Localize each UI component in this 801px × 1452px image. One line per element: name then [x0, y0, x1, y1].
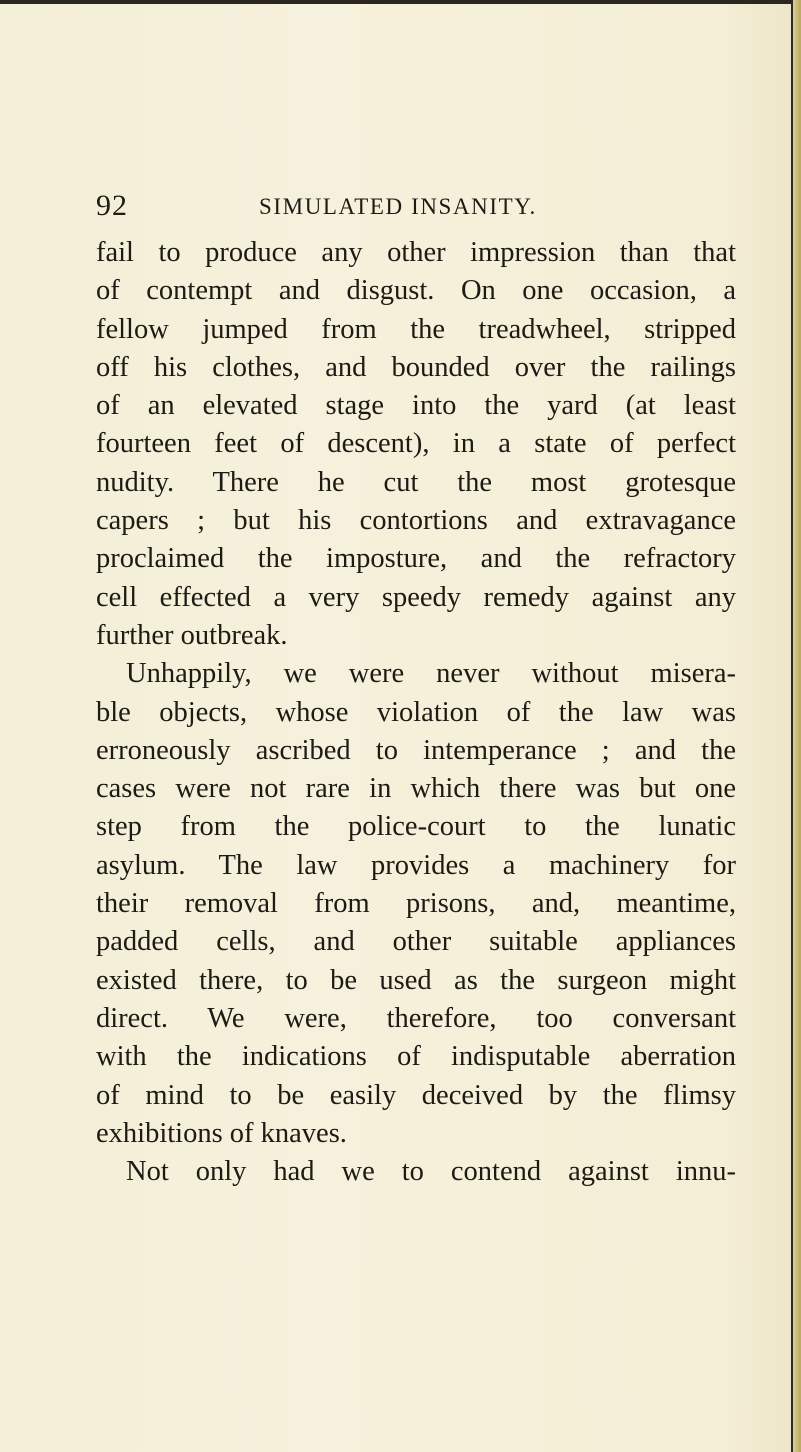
- text-line: of an elevated stage into the yard (at least: [96, 390, 736, 422]
- paragraph-start-line: Unhappily, we were never without misera-: [126, 658, 736, 690]
- text-line: proclaimed the imposture, and the refractory: [96, 543, 736, 575]
- text-line: with the indications of indisputable aberration: [96, 1041, 736, 1073]
- paragraph-start-line: Not only had we to contend against innu-: [126, 1156, 736, 1188]
- page-number: 92: [96, 189, 128, 222]
- body-text: [96, 234, 736, 1191]
- running-title: SIMULATED INSANITY.: [259, 194, 537, 219]
- text-line: cases were not rare in which there was but one: [96, 773, 736, 805]
- text-line: fail to produce any other impression than that: [96, 237, 736, 268]
- paragraph-end-line: further outbreak.: [96, 619, 288, 651]
- text-line: padded cells, and other suitable appliances: [96, 926, 736, 958]
- text-line: of mind to be easily deceived by the flimsy: [96, 1079, 736, 1111]
- text-line: fellow jumped from the treadwheel, stripped: [96, 313, 736, 345]
- text-line: direct. We were, therefore, too conversant: [96, 1002, 736, 1034]
- text-line: fourteen feet of descent), in a state of perfect: [96, 428, 736, 460]
- paragraph-end-line: exhibitions of knaves.: [96, 1117, 347, 1149]
- text-line: ble objects, whose violation of the law was: [96, 696, 736, 728]
- text-line: capers ; but his contortions and extravagance: [96, 505, 736, 537]
- text-line: of contempt and disgust. On one occasion, a: [96, 275, 736, 307]
- text-line: cell effected a very speedy remedy against any: [96, 581, 736, 613]
- text-line: their removal from prisons, and, meantime,: [96, 888, 736, 920]
- text-line: off his clothes, and bounded over the railings: [96, 351, 736, 383]
- text-line: nudity. There he cut the most grotesque: [96, 466, 736, 498]
- top-edge-rule: [0, 0, 801, 4]
- text-line: erroneously ascribed to intemperance ; and the: [96, 734, 736, 766]
- text-line: step from the police-court to the lunatic: [96, 811, 736, 843]
- text-line: existed there, to be used as the surgeon might: [96, 964, 736, 996]
- running-head: [0, 188, 801, 224]
- text-line: asylum. The law provides a machinery for: [96, 849, 736, 881]
